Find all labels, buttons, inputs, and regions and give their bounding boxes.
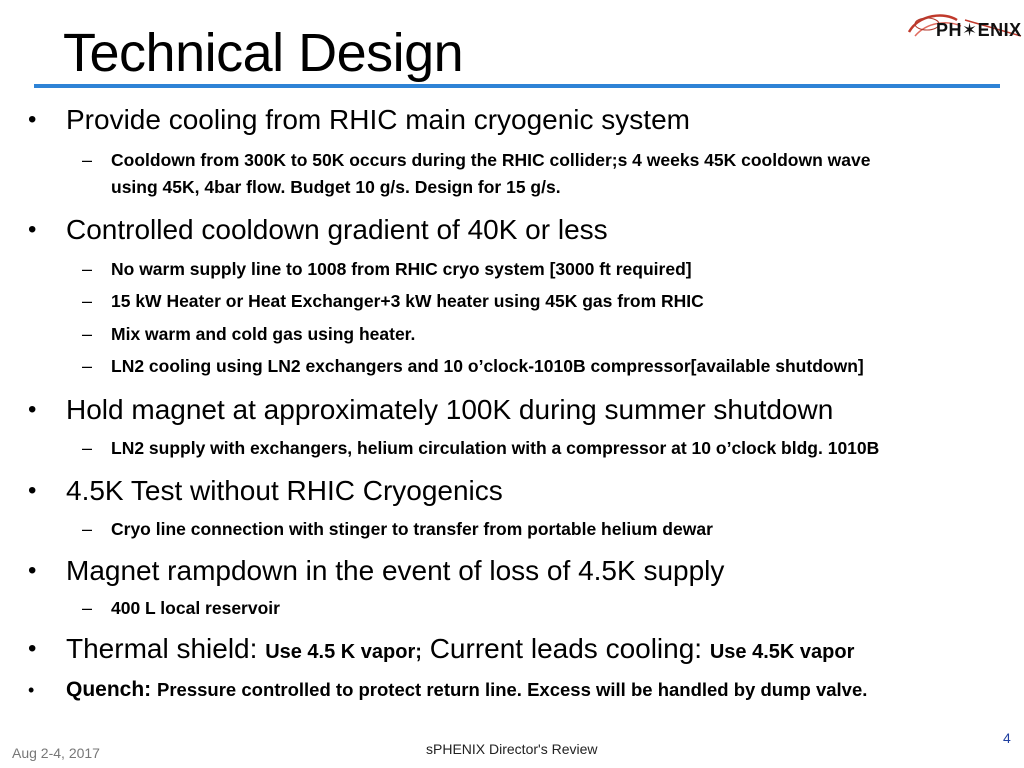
bullet-hold-magnet: Hold magnet at approximately 100K during summer shutdown [66,394,834,425]
bullet-marker: • [28,635,37,662]
sub-bullet-cooldown-line1: Cooldown from 300K to 50K occurs during the RHIC collider;s 4 weeks 45K cooldown wave [111,150,871,170]
footer-date: Aug 2-4, 2017 [12,745,100,761]
bullet-marker: • [28,557,37,584]
sub-bullet-marker: – [82,356,93,376]
bullet-quench [66,673,867,707]
sub-bullet-cooldown-line2: using 45K, 4bar flow. Budget 10 g/s. Design for 15 g/s. [111,177,561,197]
sub-bullet-marker: – [82,150,93,170]
sub-bullet-no-warm-supply: No warm supply line to 1008 from RHIC cryo system [3000 ft required] [111,259,692,279]
bullet-4k-test: 4.5K Test without RHIC Cryogenics [66,475,503,506]
logo-text: PH✶ENIX [936,20,1022,40]
bullet-marker: • [28,396,37,423]
sub-bullet-marker: – [82,324,93,344]
sub-bullet-marker: – [82,519,93,539]
bullet-marker: • [28,216,37,243]
bullet-marker: • [28,680,35,700]
sub-bullet-reservoir: 400 L local reservoir [111,598,280,618]
current-leads-label: Current leads cooling: [421,633,710,664]
footer-title: sPHENIX Director's Review [426,741,598,757]
sub-bullet-ln2-cooling: LN2 cooling using LN2 exchangers and 10 o’clock-1010B compressor[available shutdown] [111,356,864,376]
thermal-shield-label: Thermal shield: [66,633,266,664]
bullet-controlled-cooldown: Controlled cooldown gradient of 40K or less [66,214,608,245]
page-number: 4 [1003,730,1011,746]
sub-bullet-heater: 15 kW Heater or Heat Exchanger+3 kW heater using 45K gas from RHIC [111,291,704,311]
sub-bullet-marker: – [82,259,93,279]
bullet-magnet-rampdown: Magnet rampdown in the event of loss of 4.5K supply [66,555,725,586]
sub-bullet-ln2-supply: LN2 supply with exchangers, helium circulation with a compressor at 10 o’clock bldg. 1010B [111,438,880,458]
thermal-shield-value: Use 4.5 K vapor; [265,641,422,663]
quench-text: Pressure controlled to protect return line. Excess will be handled by dump valve. [157,679,868,700]
sub-bullet-cryo-line: Cryo line connection with stinger to transfer from portable helium dewar [111,519,713,539]
quench-label: Quench: [66,678,158,701]
slide-title: Technical Design [63,23,464,83]
sub-bullet-marker: – [82,598,93,618]
sub-bullet-marker: – [82,438,93,458]
bullet-marker: • [28,477,37,504]
sub-bullet-mix-gas: Mix warm and cold gas using heater. [111,324,416,344]
bullet-provide-cooling: Provide cooling from RHIC main cryogenic system [66,104,690,135]
bullet-marker: • [28,106,37,133]
sub-bullet-marker: – [82,291,93,311]
bullet-thermal-shield [66,632,854,669]
current-leads-value: Use 4.5K vapor [709,641,855,663]
